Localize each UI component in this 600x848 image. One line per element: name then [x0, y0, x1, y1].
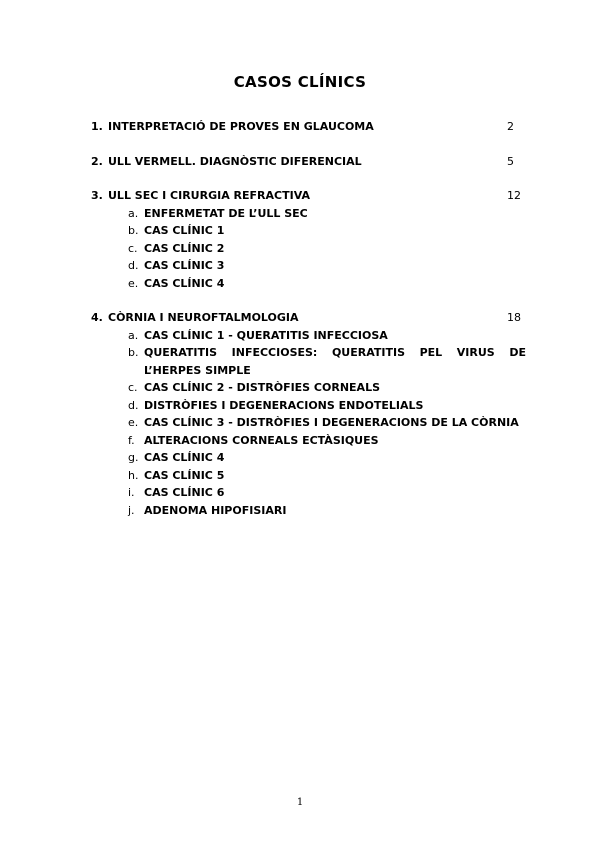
toc-section-3	[91, 187, 526, 292]
toc-subitem	[91, 449, 526, 467]
toc-subitem	[91, 222, 526, 240]
toc-subitem-letter: c.	[128, 381, 138, 394]
toc-subitem-label: ALTERACIONS CORNEALS ECTÀSIQUES	[144, 433, 379, 447]
toc-subitem	[91, 379, 526, 397]
toc-subitem-letter: a.	[128, 206, 139, 220]
toc-subitem-letter: a.	[128, 328, 139, 342]
toc-subitem-label: CAS CLÍNIC 2	[144, 241, 225, 255]
toc-entry-number: 3.	[91, 189, 103, 202]
toc-subitem-label: CAS CLÍNIC 5	[144, 468, 225, 482]
toc-subitem-letter: e.	[128, 276, 139, 290]
toc-subitem-label: ADENOMA HIPOFISIARI	[144, 503, 287, 517]
toc-subitem-label: CAS CLÍNIC 3 - DISTRÒFIES I DEGENERACIONS DE LA CÒRNIA	[144, 416, 519, 429]
toc-entry-number: 2.	[91, 155, 103, 168]
toc-entry-page: 12	[507, 189, 521, 202]
page-number: 1	[296, 797, 304, 808]
toc-subitem-letter: i.	[128, 486, 135, 499]
toc-entry	[91, 118, 526, 136]
toc-subitem	[91, 484, 526, 502]
toc-subitem-label: QUERATITIS INFECCIOSES: QUERATITIS PEL VIRUS DE L’HERPES SIMPLE	[144, 346, 526, 377]
toc-subitem-letter: b.	[128, 224, 139, 237]
toc-subitem	[91, 327, 526, 345]
toc-subitem-label: CAS CLÍNIC 6	[144, 486, 225, 499]
toc-entry-page: 2	[507, 120, 514, 133]
toc-subitem-letter: b.	[128, 346, 139, 359]
toc-subitem-label: CAS CLÍNIC 4	[144, 451, 225, 464]
toc-subitem-label: ENFERMETAT DE L’ULL SEC	[144, 206, 308, 220]
toc-subitem-label: CAS CLÍNIC 1	[144, 224, 225, 237]
toc-subitem	[91, 432, 526, 450]
toc-subitem	[91, 397, 526, 415]
toc-subitem-label: CAS CLÍNIC 2 - DISTRÒFIES CORNEALS	[144, 381, 380, 394]
page-title: CASOS CLÍNICS	[233, 73, 367, 91]
toc-subitem	[91, 414, 526, 432]
toc-subitem-label: CAS CLÍNIC 4	[144, 276, 225, 290]
toc-section-4	[91, 309, 526, 519]
toc-section-2	[91, 153, 526, 171]
toc-section-1	[91, 118, 526, 136]
toc-entry	[91, 187, 526, 205]
toc-subitem-label: CAS CLÍNIC 1 - QUERATITIS INFECCIOSA	[144, 328, 388, 342]
toc-entry-label: ULL SEC I CIRURGIA REFRACTIVA	[108, 189, 310, 202]
toc-entry-label: ULL VERMELL. DIAGNÒSTIC DIFERENCIAL	[108, 155, 362, 168]
toc-entry-number: 4.	[91, 311, 103, 324]
toc-entry-label: INTERPRETACIÓ DE PROVES EN GLAUCOMA	[108, 120, 374, 133]
toc-subitem	[91, 344, 526, 379]
toc-subitem-letter: c.	[128, 241, 138, 255]
toc-subitem	[91, 502, 526, 520]
toc-entry-page: 18	[507, 311, 521, 324]
toc-subitem-letter: e.	[128, 416, 139, 429]
toc-subitem	[91, 467, 526, 485]
toc-entry-page: 5	[507, 155, 514, 168]
toc-subitem	[91, 257, 526, 275]
toc-subitem-letter: d.	[128, 398, 139, 412]
toc-subitem	[91, 205, 526, 223]
toc-subitem-letter: h.	[128, 468, 139, 482]
toc-subitem-letter: j.	[128, 503, 135, 517]
toc-subitem-letter: g.	[128, 451, 139, 464]
toc-subitem-label: CAS CLÍNIC 3	[144, 259, 225, 272]
toc-subitem-letter: f.	[128, 433, 135, 447]
toc-entry	[91, 153, 526, 171]
toc-subitem	[91, 275, 526, 293]
toc-subitems	[91, 327, 526, 520]
toc-entry-number: 1.	[91, 120, 103, 133]
toc-subitem-letter: d.	[128, 259, 139, 272]
toc-subitem	[91, 240, 526, 258]
toc-entry	[91, 309, 526, 327]
toc-subitems	[91, 205, 526, 293]
toc-entry-label: CÒRNIA I NEUROFTALMOLOGIA	[108, 311, 299, 324]
toc-subitem-label: DISTRÒFIES I DEGENERACIONS ENDOTELIALS	[144, 398, 424, 412]
